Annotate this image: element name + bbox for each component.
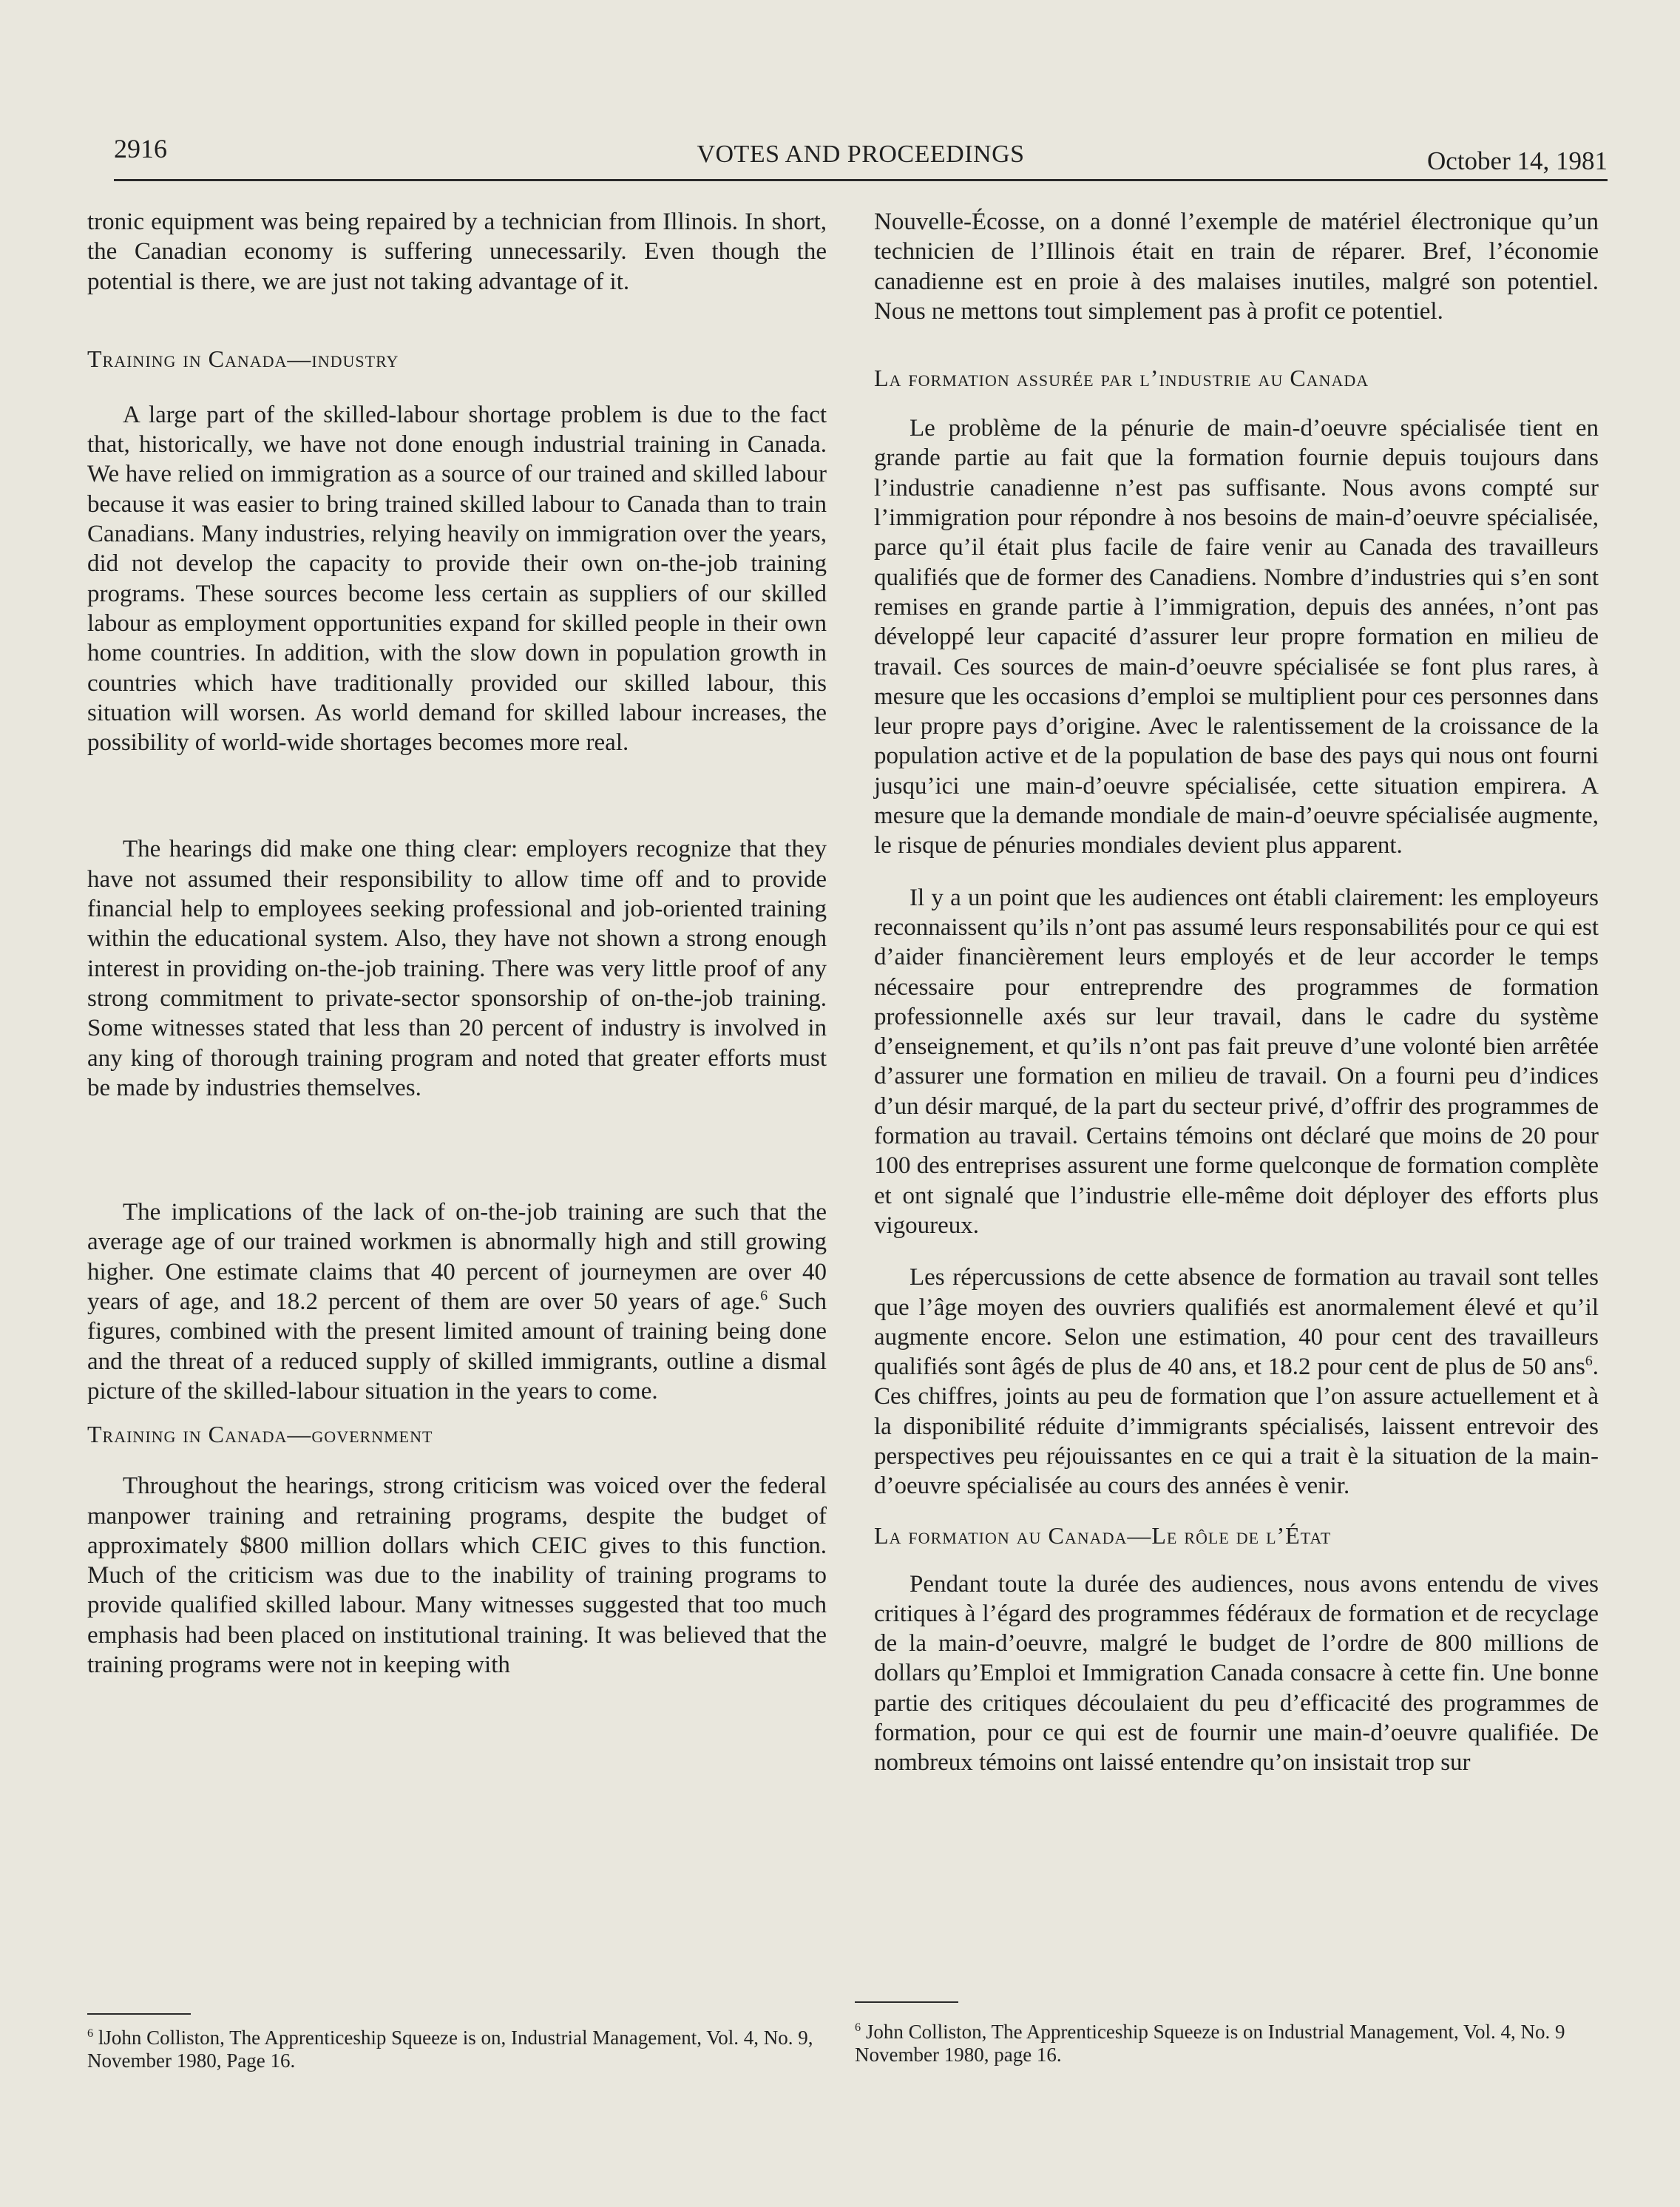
- footnote-text: John Colliston, The Apprenticeship Squeeze is on Industrial Management, Vol. 4, No. 9 November 1980, page 16.: [855, 2021, 1565, 2066]
- section-heading: Training in Canada—industry: [87, 345, 399, 372]
- footnote-rule: [87, 2013, 191, 2015]
- footnote-marker: 6: [855, 2021, 861, 2034]
- paragraph: tronic equipment was being repaired by a technician from Illinois. In short, the Canadian economy is suffering unnecessarily. Even though the potential is there, we are just not taking advantage of it.: [87, 209, 827, 295]
- footnote-rule: [855, 2001, 958, 2003]
- footnote-ref: 6: [760, 1288, 768, 1305]
- footnote-ref: 6: [1585, 1353, 1593, 1370]
- paragraph-text: The implications of the lack of on-the-job training are such that the average age of our trained workmen is abnormally high and still growing higher. One estimate claims that 40 percent of journeymen are over 40 years of age, and 18.2 percent of them are over 50 years of age.: [87, 1199, 827, 1316]
- section-heading: La formation au Canada—Le rôle de l’État: [874, 1521, 1332, 1549]
- paragraph-text: . Ces chiffres, joints au peu de formation que l’on assure actuellement et à la disponibilité réduite d’immigrants spécialisés, laissent entrevoir des perspectives peu réjouissantes en ce qui a trait è la situation de la main-d’oeuvre spécialisée au cours des années è venir.: [874, 1353, 1599, 1500]
- paragraph: The hearings did make one thing clear: employers recognize that they have not assumed their responsibility to allow time off and to provide financial help to employees seeking professional and job-oriented training within the educational system. Also, they have not shown a strong enough interest in providing on-the-job training. There was very little proof of any strong commitment to private-sector sponsorship of on-the-job training. Some witnesses stated that less than 20 percent of industry is involved in any king of thorough training program and noted that greater efforts must be made by industries themselves.: [87, 836, 827, 1101]
- paragraph: Nouvelle-Écosse, on a donné l’exemple de matériel électronique qu’un technicien de l’Illinois était en train de réparer. Bref, l’économie canadienne est en proie à des malaises inutiles, malgré son potentiel. Nous ne mettons tout simplement pas à profit ce potentiel.: [874, 209, 1599, 325]
- running-title: VOTES AND PROCEEDINGS: [697, 141, 1025, 168]
- english-column: [87, 207, 827, 1680]
- footnote: [87, 2027, 827, 2072]
- footnote-text: lJohn Colliston, The Apprenticeship Squeeze is on, Industrial Management, Vol. 4, No. 9, November 1980, Page 16.: [87, 2027, 813, 2072]
- page-number: 2916: [114, 134, 167, 163]
- paragraph: [87, 1197, 827, 1406]
- paragraph: Pendant toute la durée des audiences, nous avons entendu de vives critiques à l’égard des programmes fédéraux de formation et de recyclage de la main-d’oeuvre, malgré le budget de l’ordre de 800 millions de dollars qu’Emploi et Immigration Canada consacre à cette fin. Une bonne partie des critiques découlaient du peu d’efficacité des programmes de formation, pour ce qui est de fournir une main-d’oeuvre qualifiée. De nombreux témoins ont laissé entendre qu’on insistait trop sur: [874, 1570, 1599, 1777]
- paragraph: Il y a un point que les audiences ont établi clairement: les employeurs reconnaissent qu’ils n’ont pas assumé leurs responsabilités pour ce qui est d’aider financièrement leurs employés et de leur accorder le temps nécessaire pour entreprendre des programmes de formation professionnelle axés sur leur travail, dans le cadre du système d’enseignement, et qu’ils n’ont pas fait preuve d’une volonté bien arrêtée d’assurer une formation en milieu de travail. On a fourni peu d’indices d’un désir marqué, de la part du secteur privé, d’offrir des programmes de formation au travail. Certains témoins ont déclaré que moins de 20 pour 100 des entreprises assurent une forme quelconque de formation complète et ont signalé que l’industrie elle-même doit déployer des efforts plus vigoureux.: [874, 884, 1599, 1239]
- section-heading: Training in Canada—government: [87, 1421, 433, 1448]
- section-heading: La formation assurée par l’industrie au Canada: [874, 365, 1369, 392]
- page-header: [114, 127, 1608, 181]
- paragraph-text: Such figures, combined with the present limited amount of training being done and the threat of a reduced supply of skilled immigrants, outline a dismal picture of the skilled-labour situation in the years to come.: [87, 1288, 827, 1405]
- paragraph: A large part of the skilled-labour shortage problem is due to the fact that, historically, we have not done enough industrial training in Canada. We have relied on immigration as a source of our trained and skilled labour because it was easier to bring trained skilled labour to Canada than to train Canadians. Many industries, relying heavily on immigration over the years, did not develop the capacity to provide their own on-the-job training programs. These sources become less certain as suppliers of our skilled labour as employment opportunities expand for skilled people in their own home countries. In addition, with the slow down in population growth in countries which have traditionally provided our skilled labour, this situation will worsen. As world demand for skilled labour increases, the possibility of world-wide shortages becomes more real.: [87, 401, 827, 757]
- paragraph: [874, 1263, 1599, 1501]
- paragraph: Throughout the hearings, strong criticism was voiced over the federal manpower training and retraining programs, despite the budget of approximately $800 million dollars which CEIC gives to this function. Much of the criticism was due to the inability of training programs to provide qualified skilled labour. Many witnesses suggested that too much emphasis had been placed on institutional training. It was believed that the training programs were not in keeping with: [87, 1473, 827, 1678]
- paragraph: Le problème de la pénurie de main-d’oeuvre spécialisée tient en grande partie au fait que la formation fournie depuis toujours dans l’industrie canadienne n’est pas suffisante. Nous avons compté sur l’immigration pour répondre à nos besoins de main-d’oeuvre spécialisée, parce qu’il était plus facile de faire venir au Canada des travailleurs qualifiés que de former des Canadiens. Nombre d’industries qui s’en sont remises en grande partie à l’immigration, depuis des années, n’ont pas développé leur capacité d’assurer leur propre formation en milieu de travail. Ces sources de main-d’oeuvre spécialisée se font plus rares, à mesure que les occasions d’emploi se multiplient pour ces personnes dans leur propre pays d’origine. Avec le ralentissement de la croissance de la population active et de la population de base des pays qui nous ont fourni jusqu’ici une main-d’oeuvre spécialisée, cette situation empirera. A mesure que la demande mondiale de main-d’oeuvre spécialisée augmente, le risque de pénuries mondiales devient plus apparent.: [874, 415, 1599, 859]
- footnote-marker: 6: [87, 2027, 94, 2040]
- header-date: October 14, 1981: [1427, 146, 1608, 175]
- paragraph-text: Les répercussions de cette absence de formation au travail sont telles que l’âge moyen des ouvriers qualifiés est anormalement élevé et qu’il augmente encore. Selon une estimation, 40 pour cent des travailleurs qualifiés sont âgés de plus de 40 ans, et 18.2 pour cent de plus de 50 ans: [874, 1264, 1599, 1381]
- footnote: [855, 2021, 1594, 2066]
- french-column: [874, 207, 1599, 1778]
